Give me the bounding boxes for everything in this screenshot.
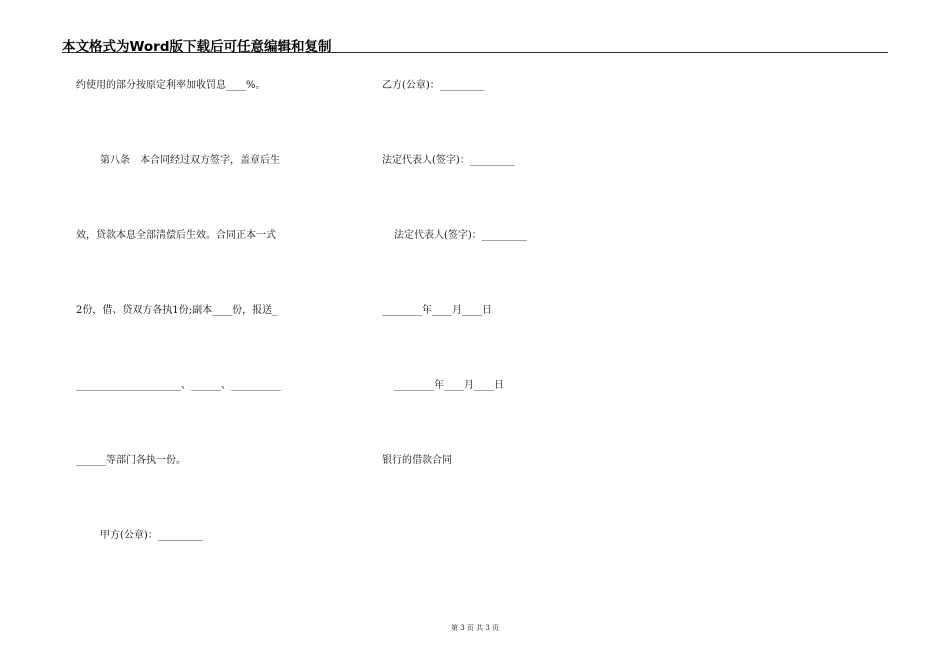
left-line-departments: ______等部门各执一份。 (76, 455, 186, 466)
legal-rep-signature-line-2: 法定代表人(签字)：_________ (394, 230, 527, 241)
party-b-seal-line: 乙方(公章)：_________ (382, 80, 485, 91)
left-line-blanks: _____________________、______、__________ (76, 380, 281, 391)
page-number: 第 3 页 共 3 页 (450, 624, 500, 632)
party-a-seal-line: 甲方(公章)：_________ (100, 530, 203, 541)
date-line-2: ________年____月____日 (394, 380, 504, 391)
date-line-1: ________年____月____日 (382, 305, 492, 316)
header-divider (62, 52, 888, 53)
left-line-article-eight: 第八条 本合同经过双方签字，盖章后生 (100, 155, 280, 166)
contract-title-line: 银行的借款合同 (382, 455, 452, 466)
left-line-copies: 2份，借、贷双方各执1份;副本____份，报送_ (76, 305, 278, 316)
document-header: 本文格式为Word版下载后可任意编辑和复制 (62, 39, 332, 55)
left-line-penalty-interest: 约使用的部分按原定利率加收罚息____%。 (76, 80, 266, 91)
legal-rep-signature-line-1: 法定代表人(签字)：_________ (382, 155, 515, 166)
left-line-effective: 效，贷款本息全部清偿后生效。合同正本一式 (76, 230, 276, 241)
